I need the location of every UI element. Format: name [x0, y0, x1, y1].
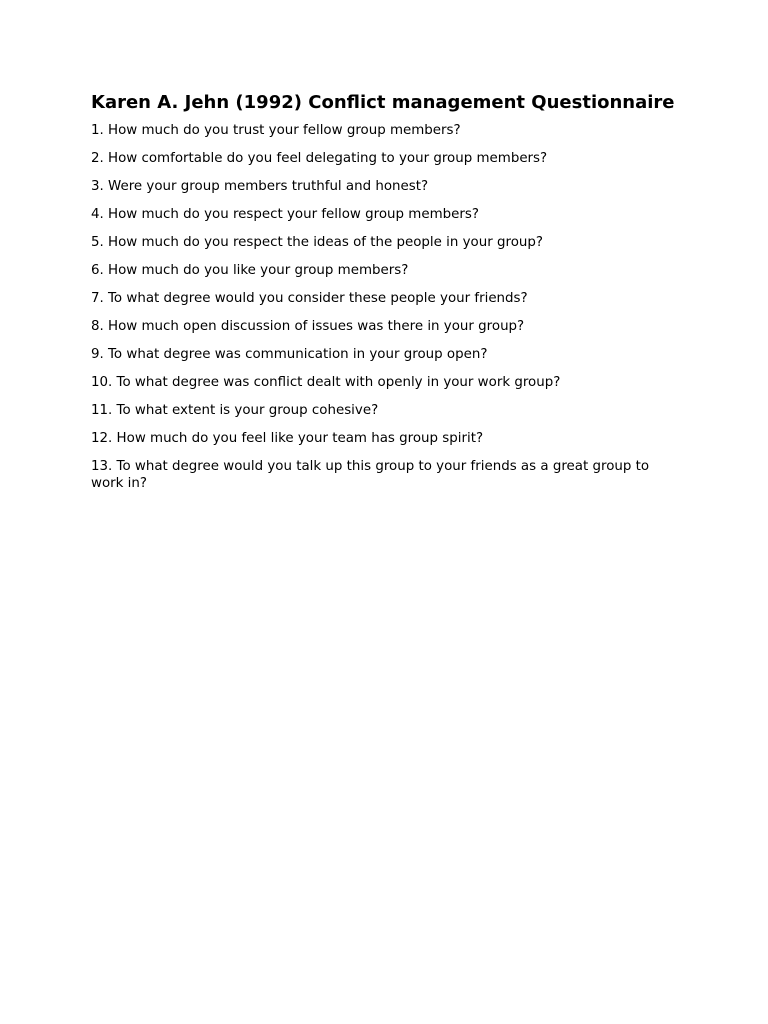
document-page [91, 92, 681, 503]
question-1: 1. How much do you trust your fellow group members? [91, 123, 461, 138]
question-5: 5. How much do you respect the ideas of the people in your group? [91, 235, 543, 250]
question-8: 8. How much open discussion of issues was there in your group? [91, 319, 525, 334]
question-2: 2. How comfortable do you feel delegating to your group members? [91, 151, 548, 166]
question-7: 7. To what degree would you consider these people your friends? [91, 291, 528, 306]
question-4: 4. How much do you respect your fellow group members? [91, 207, 479, 222]
question-13: 13. To what degree would you talk up this group to your friends as a great group to work in? [91, 459, 650, 491]
question-6: 6. How much do you like your group members? [91, 263, 409, 278]
question-list [91, 122, 681, 492]
document-title: Karen A. Jehn (1992) Conflict management Questionnaire [91, 92, 675, 113]
question-12: 12. How much do you feel like your team has group spirit? [91, 431, 484, 446]
question-10: 10. To what degree was conflict dealt with openly in your work group? [91, 375, 561, 390]
question-11: 11. To what extent is your group cohesive? [91, 403, 379, 418]
question-3: 3. Were your group members truthful and honest? [91, 179, 429, 194]
question-9: 9. To what degree was communication in your group open? [91, 347, 488, 362]
